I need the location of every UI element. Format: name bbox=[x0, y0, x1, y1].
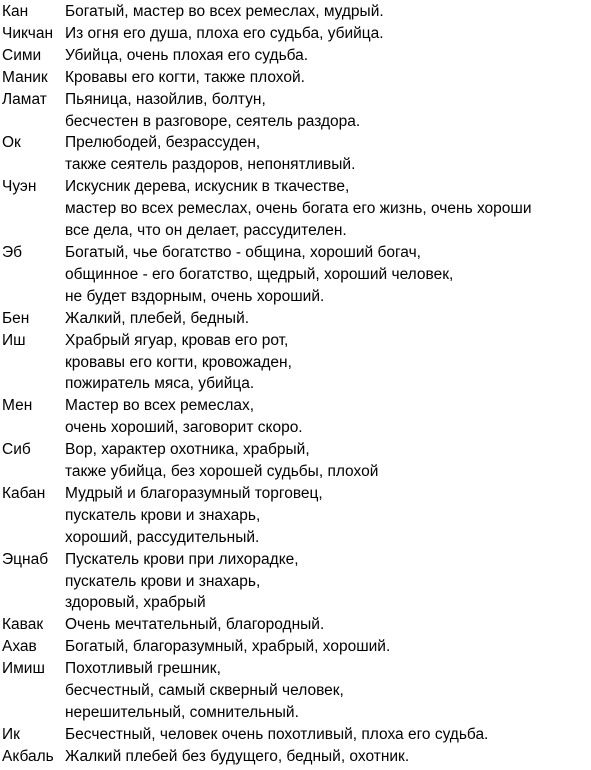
entry-term: Ламат bbox=[2, 90, 47, 108]
description-line: Прелюбодей, безрассуден, bbox=[65, 134, 261, 152]
description-line: кровавы его когти, кровожаден, bbox=[65, 353, 292, 371]
description-line: Богатый, благоразумный, храбрый, хороший. bbox=[65, 638, 391, 656]
entry-description bbox=[65, 1, 591, 23]
description-line: мастер во всех ремеслах, очень богата его жизнь, очень хороши bbox=[65, 200, 532, 218]
entry-term: Ахав bbox=[2, 638, 37, 656]
entry-description bbox=[65, 23, 591, 45]
description-line: Пьяница, назойлив, болтун, bbox=[65, 90, 266, 108]
entry-description bbox=[65, 308, 591, 330]
description-line: Мудрый и благоразумный торговец, bbox=[65, 484, 323, 502]
entry-row bbox=[2, 483, 591, 549]
description-line: Искусник дерева, искусник в ткачестве, bbox=[65, 178, 350, 196]
entry-row bbox=[2, 636, 591, 658]
entry-term: Чикчан bbox=[2, 24, 54, 42]
entry-row bbox=[2, 614, 591, 636]
entry-row bbox=[2, 89, 591, 133]
description-line: Кровавы его когти, также плохой. bbox=[65, 68, 305, 86]
description-line: здоровый, храбрый bbox=[65, 594, 206, 612]
entry-term: Ок bbox=[2, 134, 21, 152]
description-line: Храбрый ягуар, кровав его рот, bbox=[65, 331, 289, 349]
entry-term: Эцнаб bbox=[2, 550, 49, 568]
entry-description bbox=[65, 132, 591, 176]
description-line: очень хороший, заговорит скоро. bbox=[65, 419, 303, 437]
entry-term: Акбаль bbox=[2, 747, 54, 765]
entry-term: Кабан bbox=[2, 484, 46, 502]
description-line: не будет вздорным, очень хороший. bbox=[65, 287, 325, 305]
entry-description bbox=[65, 45, 591, 67]
description-line: общинное - его богатство, щедрый, хороший человек, bbox=[65, 265, 454, 283]
entry-term: Мен bbox=[2, 397, 33, 415]
entry-term: Эб bbox=[2, 243, 23, 261]
description-line: Бесчестный, человек очень похотливый, плоха его судьба. bbox=[65, 725, 489, 743]
description-line: пожиратель мяса, убийца. bbox=[65, 375, 255, 393]
description-line: Убийца, очень плохая его судьба. bbox=[65, 46, 309, 64]
description-line: Жалкий плебей без будущего, бедный, охотник. bbox=[65, 747, 410, 765]
entry-description bbox=[65, 242, 591, 308]
entry-term: Сими bbox=[2, 46, 42, 64]
entry-row bbox=[2, 23, 591, 45]
entry-row bbox=[2, 67, 591, 89]
description-line: пускатель крови и знахарь, bbox=[65, 506, 261, 524]
description-line: Мастер во всех ремеслах, bbox=[65, 397, 255, 415]
entry-term: Кан bbox=[2, 3, 29, 20]
description-line: Богатый, мастер во всех ремеслах, мудрый. bbox=[65, 3, 384, 20]
entry-row bbox=[2, 330, 591, 396]
entry-term: Иш bbox=[2, 331, 26, 349]
entry-row bbox=[2, 724, 591, 746]
entry-term: Ик bbox=[2, 725, 20, 743]
entry-row bbox=[2, 746, 591, 768]
entry-term: Маник bbox=[2, 68, 48, 86]
entry-description bbox=[65, 746, 591, 768]
entry-description bbox=[65, 614, 591, 636]
entry-description bbox=[65, 89, 591, 133]
entry-row bbox=[2, 308, 591, 330]
description-line: Вор, характер охотника, храбрый, bbox=[65, 441, 310, 459]
entry-description bbox=[65, 658, 591, 724]
entry-description bbox=[65, 395, 591, 439]
document-body bbox=[2, 1, 591, 768]
entry-description bbox=[65, 636, 591, 658]
entry-term: Сиб bbox=[2, 441, 31, 459]
entry-description bbox=[65, 176, 591, 242]
description-line: бесчестный, самый скверный человек, bbox=[65, 682, 344, 700]
entry-row bbox=[2, 549, 591, 615]
description-line: все дела, что он делает, рассудителен. bbox=[65, 222, 347, 240]
description-line: бесчестен в разговоре, сеятель раздора. bbox=[65, 112, 361, 130]
entry-description bbox=[65, 724, 591, 746]
entry-description bbox=[65, 549, 591, 615]
description-line: Очень мечтательный, благородный. bbox=[65, 616, 325, 634]
description-line: Богатый, чье богатство - община, хороший богач, bbox=[65, 243, 421, 261]
entry-term: Кавак bbox=[2, 616, 44, 634]
entry-row bbox=[2, 176, 591, 242]
description-line: также сеятель раздоров, непонятливый. bbox=[65, 156, 356, 174]
entry-row bbox=[2, 45, 591, 67]
entry-description bbox=[65, 439, 591, 483]
description-line: хороший, рассудительный. bbox=[65, 528, 260, 546]
entry-row bbox=[2, 439, 591, 483]
entry-description bbox=[65, 330, 591, 396]
entry-row bbox=[2, 395, 591, 439]
entry-row bbox=[2, 658, 591, 724]
entry-term: Имиш bbox=[2, 660, 45, 678]
description-line: нерешительный, сомнительный. bbox=[65, 704, 299, 721]
description-line: пускатель крови и знахарь, bbox=[65, 572, 261, 590]
entry-description bbox=[65, 67, 591, 89]
description-line: Похотливый грешник, bbox=[65, 660, 221, 678]
entry-description bbox=[65, 483, 591, 549]
description-line: Жалкий, плебей, бедный. bbox=[65, 309, 250, 327]
description-line: также убийца, без хорошей судьбы, плохой bbox=[65, 463, 379, 481]
entry-term: Бен bbox=[2, 309, 30, 327]
entry-row bbox=[2, 1, 591, 23]
entry-row bbox=[2, 242, 591, 308]
entry-row bbox=[2, 132, 591, 176]
entry-term: Чуэн bbox=[2, 178, 37, 196]
description-line: Из огня его душа, плоха его судьба, убийца. bbox=[65, 24, 384, 42]
description-line: Пускатель крови при лихорадке, bbox=[65, 550, 299, 568]
